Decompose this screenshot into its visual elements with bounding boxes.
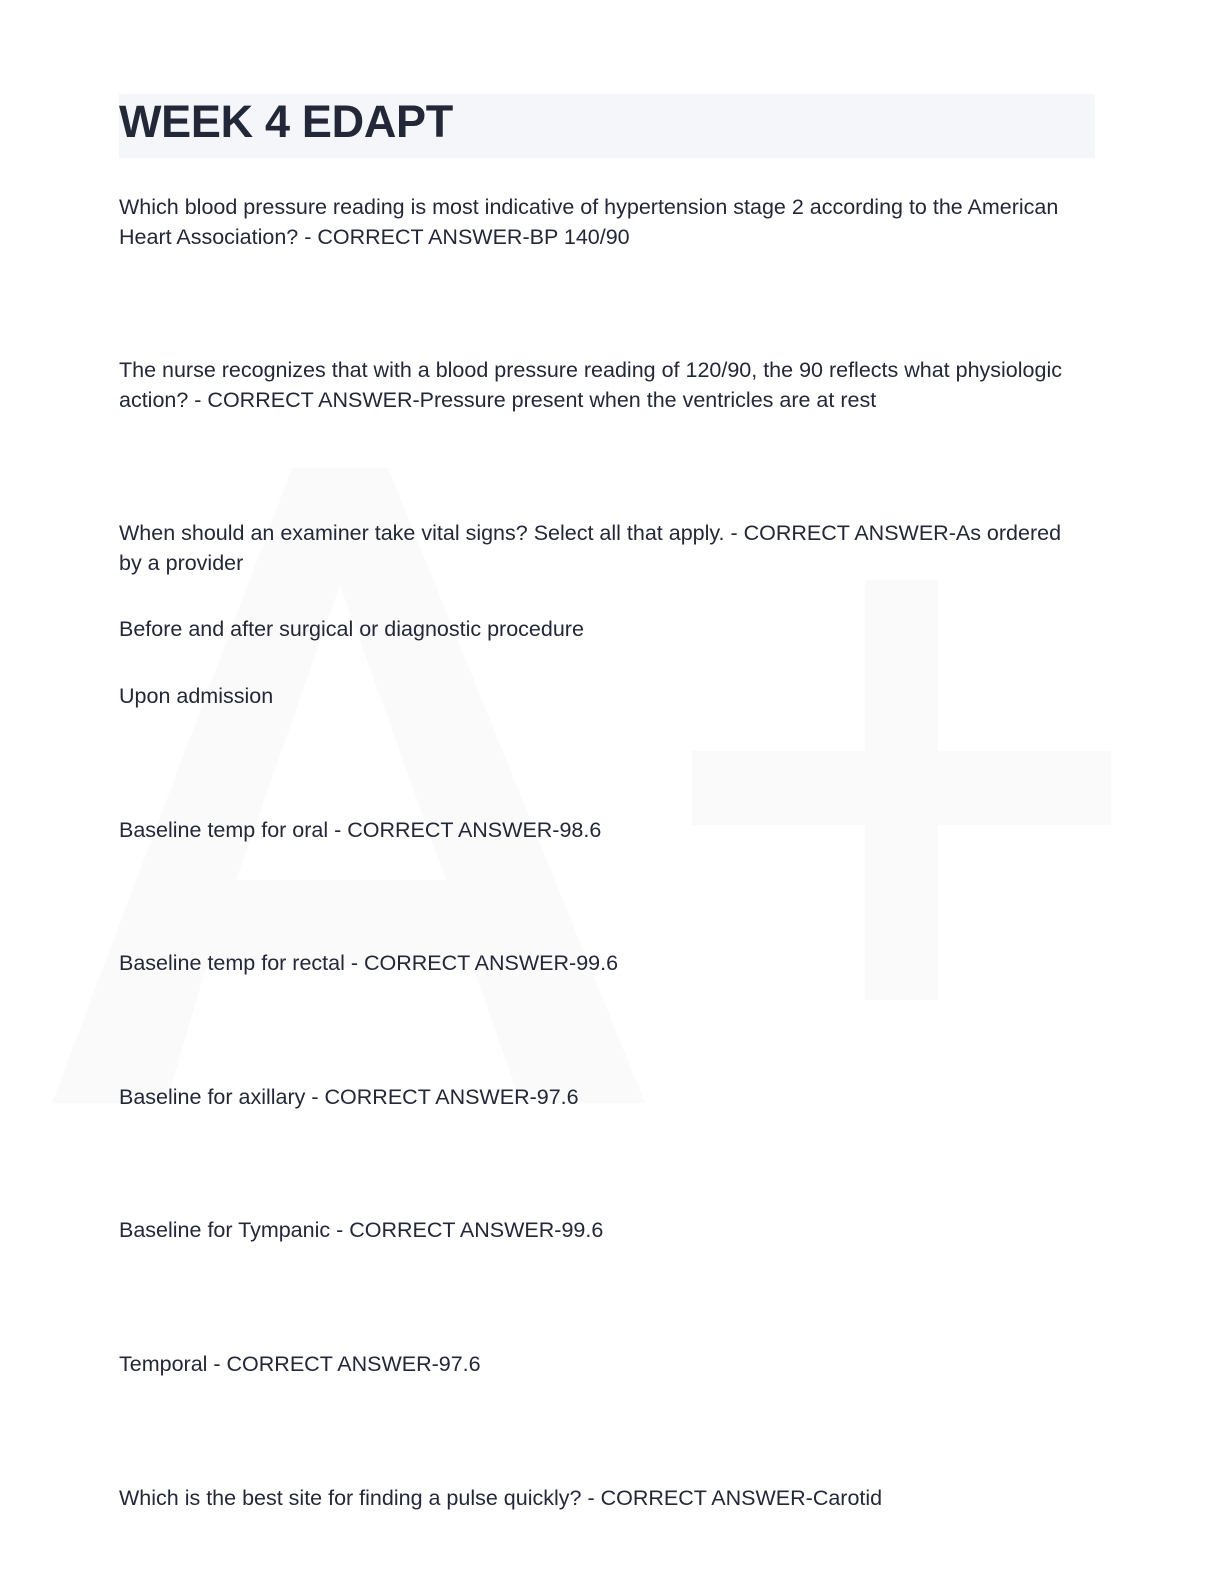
question-5-rectal-temp: Baseline temp for rectal - CORRECT ANSWER-99.6 (119, 951, 619, 975)
watermark-plus-horizontal (692, 751, 1111, 825)
question-4-oral-temp: Baseline temp for oral - CORRECT ANSWER-98.6 (119, 818, 602, 842)
answer-3-admission: Upon admission (119, 684, 274, 708)
question-9-pulse-site: Which is the best site for finding a pulse quickly? - CORRECT ANSWER-Carotid (119, 1486, 883, 1510)
question-6-axillary-temp: Baseline for axillary - CORRECT ANSWER-97.6 (119, 1085, 579, 1109)
question-2-diastolic-pressure: The nurse recognizes that with a blood pressure reading of 120/90, the 90 reflects what physiologic action? - CORRECT ANSWER-Pressure present when the ventricles are at rest (119, 358, 1062, 412)
title-band (119, 94, 1095, 158)
document-title: WEEK 4 EDAPT (119, 96, 453, 147)
question-7-tympanic-temp: Baseline for Tympanic - CORRECT ANSWER-99.6 (119, 1218, 604, 1242)
answer-3-procedure: Before and after surgical or diagnostic procedure (119, 617, 584, 641)
document-page (119, 94, 1095, 1510)
question-1-bp-stage-2: Which blood pressure reading is most indicative of hypertension stage 2 according to the American Heart Association? - CORRECT ANSWER-BP 140/90 (119, 195, 1059, 249)
question-3-vital-signs-timing: When should an examiner take vital signs? Select all that apply. - CORRECT ANSWER-As ordered by a provider (119, 521, 1062, 575)
question-8-temporal-temp: Temporal - CORRECT ANSWER-97.6 (119, 1352, 481, 1376)
